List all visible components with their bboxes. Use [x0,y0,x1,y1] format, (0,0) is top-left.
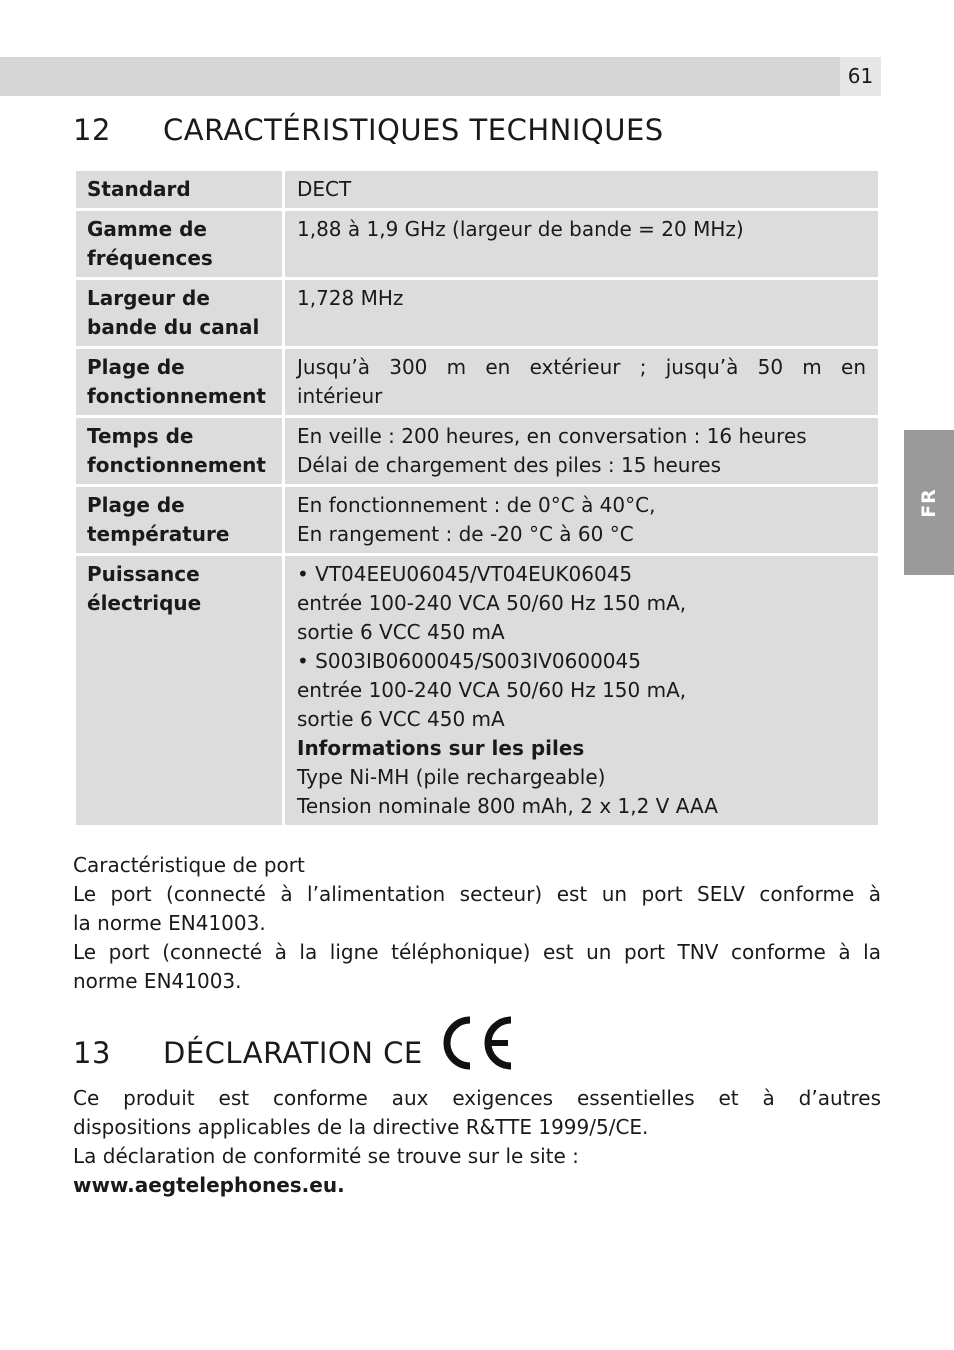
section-number: 13 [73,1036,111,1070]
table-row [76,349,878,415]
table-row [76,487,878,553]
value-line: Jusqu’à 300 m en extérieur ; jusqu’à 50 m en [297,355,866,379]
table-row [76,280,878,346]
section-13-title [73,1036,423,1070]
value-line: intérieur [297,384,383,408]
value-line: Type Ni-MH (pile rechargeable) [297,765,606,789]
table-row [76,171,878,208]
port-heading: Caractéristique de port [73,853,305,877]
row-value [285,349,878,415]
battery-info-heading: Informations sur les piles [297,736,585,760]
row-label: Temps de fonctionnement [76,418,282,484]
row-label: Standard [76,171,282,208]
declaration-text [73,1084,881,1200]
section-12-title [73,113,664,147]
port-text: Le port (connecté à l’alimentation secteur) est un port SELV conforme à [73,882,881,906]
row-label: Largeur de bande du canal [76,280,282,346]
port-text: norme EN41003. [73,969,242,993]
row-value [285,418,878,484]
section-number: 12 [73,113,111,147]
language-tab [904,430,954,575]
row-value [285,211,878,277]
row-label: Plage de température [76,487,282,553]
port-text: la norme EN41003. [73,911,266,935]
language-tab-label: FR [918,487,940,518]
value-line: entrée 100-240 VCA 50/60 Hz 150 mA, [297,591,687,615]
value-line: Délai de chargement des piles : 15 heures [297,453,721,477]
port-text: Le port (connecté à la ligne téléphonique) est un port TNV conforme à la [73,940,881,964]
specs-table [73,168,881,828]
row-value [285,556,878,825]
row-value [285,171,878,208]
declaration-line: dispositions applicables de la directive R&TTE 1999/5/CE. [73,1115,649,1139]
value-line: 1,88 à 1,9 GHz (largeur de bande = 20 MHz) [297,217,744,241]
ce-mark-icon [434,1014,514,1072]
row-label: Plage de fonctionnement [76,349,282,415]
value-line: En veille : 200 heures, en conversation : 16 heures [297,424,807,448]
value-line: DECT [297,177,352,201]
header-bar [0,57,840,96]
table-row [76,556,878,825]
declaration-line: Ce produit est conforme aux exigences essentielles et à d’autres [73,1086,881,1110]
section-title-text: CARACTÉRISTIQUES TECHNIQUES [163,113,664,147]
page-number: 61 [840,57,881,96]
value-line: • S003IB0600045/S003IV0600045 [297,649,641,673]
website-link[interactable]: www.aegtelephones.eu. [73,1173,345,1197]
value-line: entrée 100-240 VCA 50/60 Hz 150 mA, [297,678,687,702]
value-line: sortie 6 VCC 450 mA [297,620,505,644]
value-line: sortie 6 VCC 450 mA [297,707,505,731]
table-row [76,418,878,484]
row-label: Puissance électrique [76,556,282,825]
row-label: Gamme de fréquences [76,211,282,277]
value-line: 1,728 MHz [297,286,404,310]
row-value [285,487,878,553]
value-line: En rangement : de -20 °C à 60 °C [297,522,634,546]
declaration-line: La déclaration de conformité se trouve sur le site : [73,1144,579,1168]
value-line: Tension nominale 800 mAh, 2 x 1,2 V AAA [297,794,718,818]
section-title-text: DÉCLARATION CE [163,1036,423,1070]
table-row [76,211,878,277]
value-line: • VT04EEU06045/VT04EUK06045 [297,562,633,586]
value-line: En fonctionnement : de 0°C à 40°C, [297,493,656,517]
port-characteristics [73,851,881,996]
row-value [285,280,878,346]
